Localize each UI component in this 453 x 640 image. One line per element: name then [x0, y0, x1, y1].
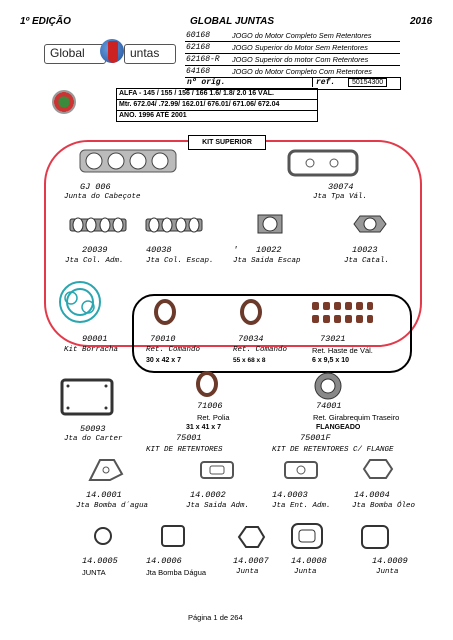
intake-inlet-gasket-image [284, 461, 318, 479]
global-juntas-logo [44, 38, 174, 68]
oil-pump-gasket-image [362, 458, 394, 480]
part-code: 14.0001 [86, 490, 122, 500]
ref-label: ref. [312, 78, 335, 87]
part-desc: Jta Ent. Adm. [272, 502, 331, 510]
kit-superior-label: KIT SUPERIOR [188, 135, 266, 150]
vehicle-model: ALFA - 145 / 155 / 156 / 166 1.6/ 1.8/ 2.0 16 VÁL. [117, 89, 317, 100]
kit-code: 62168-R [186, 55, 220, 64]
part-desc: Jta do Carter [64, 435, 123, 443]
part-size: FLANGEADO [316, 424, 361, 431]
kit-table [185, 30, 400, 78]
valve-stem-seals-image [310, 300, 374, 326]
part-desc: Jta Saida Adm. [186, 502, 250, 510]
kit-desc: JOGO do Motor Completo Com Retentores [232, 67, 372, 76]
part-code: 14.0006 [146, 556, 182, 566]
part-code: 10022 [256, 245, 282, 255]
part-desc: Ret. Haste de Vál. [312, 346, 373, 355]
edition-label: 1º EDIÇÃO [20, 16, 71, 27]
kit-code: 64168 [186, 67, 211, 76]
part-code: 75001F [300, 433, 331, 443]
part-code: 30074 [328, 182, 354, 192]
part-code: 40038 [146, 245, 172, 255]
crankshaft-seal-image [312, 371, 344, 401]
kit-row [185, 54, 400, 66]
vehicle-table [116, 88, 318, 122]
kit-row [185, 30, 400, 42]
part-code: 71006 [197, 401, 223, 411]
ref-value: 50154300 [348, 78, 387, 87]
part-desc: Jta Saida Escap [233, 257, 301, 265]
part-code: 50093 [80, 424, 106, 434]
intake-outlet-gasket-image [200, 461, 234, 479]
part-desc: Jta Col. Escap. [146, 257, 214, 265]
year-label: 2016 [410, 16, 433, 27]
rubber-kit-image [57, 278, 103, 326]
part-desc: Jta Bomba Óleo [352, 502, 416, 510]
valve-cover-gasket-image [288, 150, 358, 176]
page-number: Página 1 de 264 [188, 613, 243, 622]
water-pump-gasket-image [86, 456, 126, 484]
part-desc: Jta Bomba Dágua [146, 568, 207, 577]
kit-row [185, 66, 400, 78]
catalyst-gasket-image [352, 211, 388, 237]
part-desc: KIT DE RETENTORES C/ FLANGE [272, 446, 394, 454]
exhaust-manifold-gasket-image [146, 215, 202, 235]
part-code: 20039 [82, 245, 108, 255]
part-desc: Junta do Cabeçote [64, 193, 141, 201]
part-code: 14.0005 [82, 556, 118, 566]
cam-seal-image [154, 300, 176, 324]
orig-label: nº orig. [187, 78, 226, 87]
part-code: GJ 006 [80, 182, 111, 192]
part-desc: Junta [236, 568, 259, 576]
logo-text-right: untas [130, 46, 160, 60]
kit-desc: JOGO do Motor Completo Sem Retentores [232, 31, 372, 40]
cam-seal-image [240, 300, 262, 324]
oil-pan-gasket-image [60, 378, 114, 416]
part-desc: JUNTA [82, 568, 106, 577]
document-title: GLOBAL JUNTAS [190, 16, 275, 27]
gasket-image [290, 522, 324, 550]
part-desc: KIT DE RETENTORES [146, 446, 223, 454]
kit-desc: JOGO Superior do Motor Sem Retentores [232, 43, 368, 52]
part-code: 70034 [238, 334, 264, 344]
part-code: 90001 [82, 334, 108, 344]
part-desc: Ret. Girabrequim Traseiro [313, 413, 400, 422]
part-desc: Kit Borracha [64, 346, 119, 354]
gasket-image [236, 524, 266, 550]
part-code: 14.0007 [233, 556, 269, 566]
head-gasket-image [80, 148, 178, 174]
part-code: 73021 [320, 334, 346, 344]
part-desc: Jta Bomba d´agua [76, 502, 149, 510]
pulley-seal-image [196, 372, 218, 396]
part-desc: Ret. Comando [233, 346, 288, 354]
part-code: 10023 [352, 245, 378, 255]
part-size: 6 x 9,5 x 10 [312, 357, 349, 364]
part-code: 14.0002 [190, 490, 226, 500]
vehicle-year: ANO. 1996 ATÉ 2001 [119, 112, 187, 119]
part-desc: Ret. Comando [146, 346, 201, 354]
part-desc: Jta Col. Adm. [65, 257, 124, 265]
part-desc: Ret. Polia [197, 413, 230, 422]
part-size: 30 x 42 x 7 [146, 357, 182, 364]
part-code: 70010 [150, 334, 176, 344]
part-code: 75001 [176, 433, 202, 443]
part-code: 74001 [316, 401, 342, 411]
part-code: 14.0008 [291, 556, 327, 566]
logo-text-left: Global [50, 46, 85, 60]
alfa-romeo-logo [52, 90, 76, 114]
gasket-image [360, 524, 390, 550]
part-desc: Jta Catal. [344, 257, 390, 265]
intake-manifold-gasket-image [70, 215, 126, 235]
exhaust-outlet-gasket-image [254, 211, 286, 237]
part-code: 14.0004 [354, 490, 390, 500]
part-desc: Jta Tpa Vál. [313, 193, 368, 201]
part-desc: Junta [294, 568, 317, 576]
kit-code: 60168 [186, 31, 211, 40]
part-code: 14.0009 [372, 556, 408, 566]
kit-desc: JOGO Superior do motor Com Retentores [232, 55, 369, 64]
kit-row [185, 42, 400, 54]
water-pump-gasket-image [160, 524, 186, 548]
part-code: 14.0003 [272, 490, 308, 500]
part-size: 31 x 41 x 7 [186, 424, 222, 431]
part-mark: ' [233, 245, 239, 255]
part-size: 55 x 68 x 8 [233, 357, 266, 364]
kit-code: 62168 [186, 43, 211, 52]
part-desc: Junta [376, 568, 399, 576]
gasket-image [93, 526, 113, 546]
vehicle-engine: Mtr. 672.04/ .72.99/ 162.01/ 676.01/ 671.06/ 672.04 [117, 100, 317, 111]
